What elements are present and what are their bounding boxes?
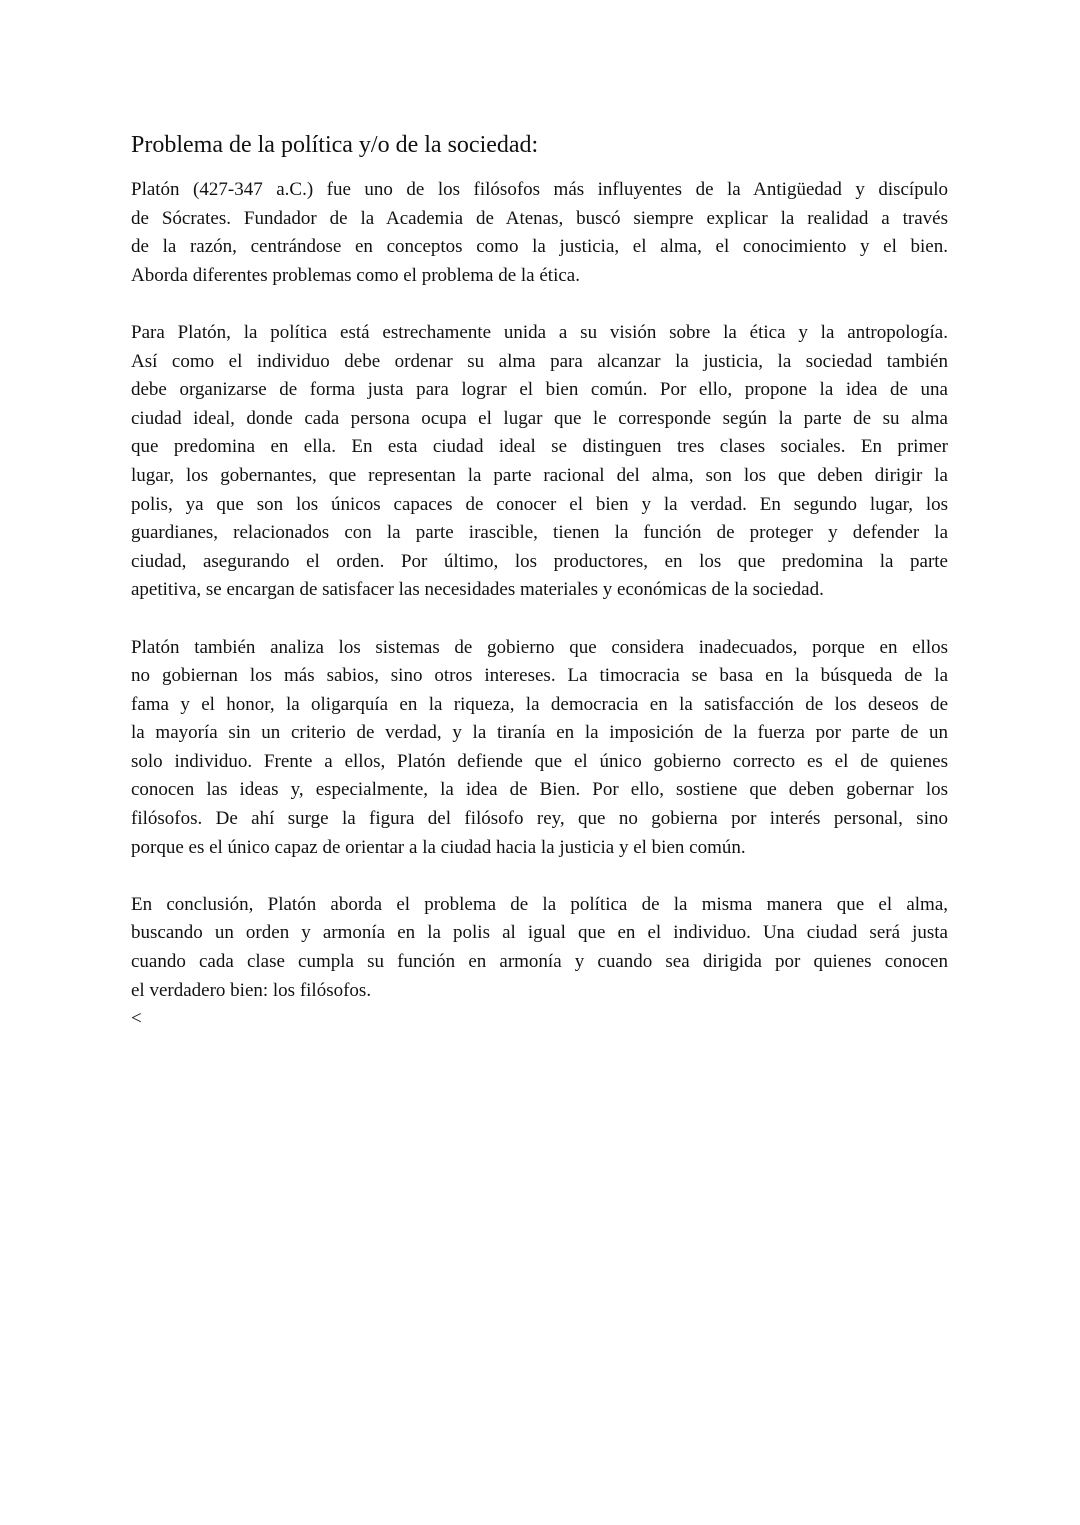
paragraph [131,891,948,1005]
trailing-character: < [131,1008,142,1030]
document-page [131,128,948,1034]
text-line: de la razón, centrándose en conceptos como la justicia, el alma, el conocimiento y el bien. [131,236,948,258]
text-line: que predomina en ella. En esta ciudad ideal se distinguen tres clases sociales. En primer [131,436,948,458]
paragraph [131,319,948,605]
text-line: Para Platón, la política está estrechamente unida a su visión sobre la ética y la antropología. [131,321,948,343]
text-line: solo individuo. Frente a ellos, Platón defiende que el único gobierno correcto es el de quienes [131,750,948,772]
text-line: filósofos. De ahí surge la figura del filósofo rey, que no gobierna por interés personal, sino [131,808,948,830]
text-line: el verdadero bien: los filósofos. [131,979,372,1001]
text-line: fama y el honor, la oligarquía en la riqueza, la democracia en la satisfacción de los deseos de [131,693,948,715]
text-line: polis, ya que son los únicos capaces de conocer el bien y la verdad. En segundo lugar, los [131,493,948,515]
text-line: ciudad, asegurando el orden. Por último, los productores, en los que predomina la parte [131,550,948,572]
text-line: Platón (427-347 a.C.) fue uno de los filósofos más influyentes de la Antigüedad y discípulo [131,179,948,200]
text-line: apetitiva, se encargan de satisfacer las necesidades materiales y económicas de la sociedad. [131,579,824,601]
text-line: En conclusión, Platón aborda el problema de la política de la misma manera que el alma, [131,893,948,915]
text-line: guardianes, relacionados con la parte irascible, tienen la función de proteger y defender la [131,522,948,544]
text-line: Aborda diferentes problemas como el problema de la ética. [131,264,580,286]
text-line: no gobiernan los más sabios, sino otros intereses. La timocracia se basa en la búsqueda de la [131,665,948,687]
text-line: conocen las ideas y, especialmente, la idea de Bien. Por ello, sostiene que deben gobernar los [131,779,948,801]
text-line: Platón también analiza los sistemas de gobierno que considera inadecuados, porque en ellos [131,636,948,658]
text-line: lugar, los gobernantes, que representan la parte racional del alma, son los que deben dirigir la [131,464,948,486]
text-line: porque es el único capaz de orientar a la ciudad hacia la justicia y el bien común. [131,836,746,858]
paragraph [131,634,948,863]
text-line: cuando cada clase cumpla su función en armonía y cuando sea dirigida por quienes conocen [131,951,948,973]
text-line: Así como el individuo debe ordenar su alma para alcanzar la justicia, la sociedad también [131,350,948,372]
text-line: ciudad ideal, donde cada persona ocupa el lugar que le corresponde según la parte de su alma [131,407,948,429]
text-line: de Sócrates. Fundador de la Academia de Atenas, buscó siempre explicar la realidad a través [131,207,948,229]
text-line: buscando un orden y armonía en la polis al igual que en el individuo. Una ciudad será justa [131,922,948,944]
paragraph [131,176,948,290]
text-line: debe organizarse de forma justa para lograr el bien común. Por ello, propone la idea de una [131,379,948,401]
text-line: la mayoría sin un criterio de verdad, y la tiranía en la imposición de la fuerza por parte de un [131,722,948,744]
body-text [131,176,948,1005]
section-title: Problema de la política y/o de la sociedad: [131,132,539,158]
